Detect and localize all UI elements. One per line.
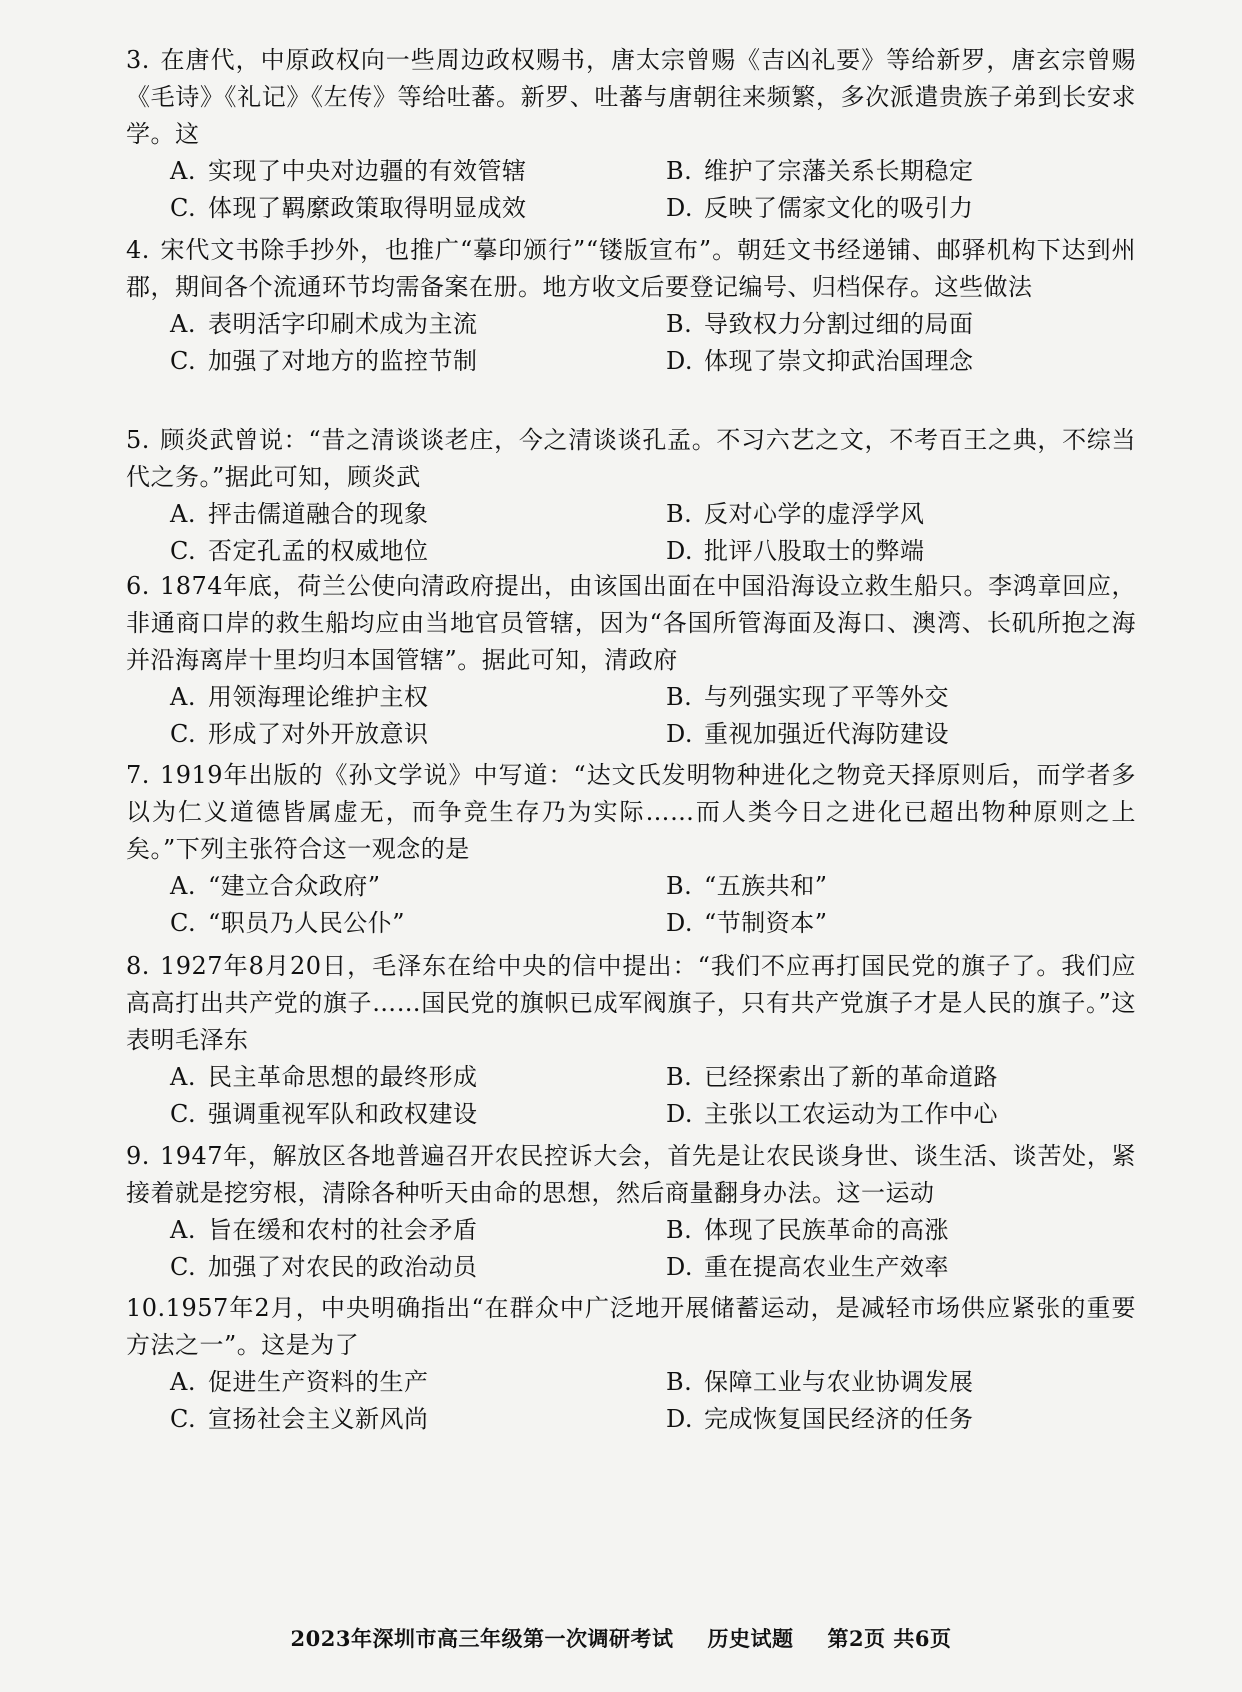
options-grid [126, 679, 1136, 753]
option-a [170, 868, 666, 905]
option-text: 批评八股取士的弊端 [704, 537, 925, 565]
option-c [170, 1249, 666, 1286]
question-text: 在唐代，中原政权向一些周边政权赐书，唐太宗曾赐《吉凶礼要》等给新罗，唐玄宗曾赐《毛诗》《礼记》《左传》等给吐蕃。新罗、吐蕃与唐朝往来频繁，多次派遣贵族子弟到长安求学。这 [126, 46, 1136, 148]
option-letter: C. [170, 347, 197, 375]
option-letter: B. [666, 500, 693, 528]
option-text: 用领海理论维护主权 [208, 683, 429, 711]
question-text: 顾炎武曾说：“昔之清谈谈老庄，今之清谈谈孔孟。不习六艺之文，不考百王之典，不综当代之务。”据此可知，顾炎武 [126, 426, 1136, 491]
option-d [666, 533, 1166, 570]
option-b [666, 153, 1166, 190]
option-d [666, 1096, 1166, 1133]
option-a [170, 153, 666, 190]
option-letter: D. [666, 720, 694, 748]
option-letter: C. [170, 194, 197, 222]
option-b [666, 679, 1166, 716]
option-d [666, 905, 1166, 942]
option-letter: A. [170, 310, 196, 338]
question-5 [126, 422, 1136, 570]
option-a [170, 1364, 666, 1401]
question-number: 4. [126, 236, 150, 264]
question-number: 9. [126, 1142, 150, 1170]
question-stem [126, 568, 1136, 679]
question-text: 1874年底，荷兰公使向清政府提出，由该国出面在中国沿海设立救生船只。李鸿章回应，非通商口岸的救生船均应由当地官员管辖，因为“各国所管海面及海口、澳湾、长矶所抱之海并沿海离岸十里均归本国管辖”。据此可知，清政府 [126, 572, 1136, 674]
option-c [170, 343, 666, 380]
option-text: 体现了羁縻政策取得明显成效 [208, 194, 527, 222]
option-letter: B. [666, 683, 693, 711]
question-10 [126, 1290, 1136, 1438]
option-letter: D. [666, 537, 694, 565]
option-text: 重视加强近代海防建设 [704, 720, 949, 748]
subject-label: 历史试题 [707, 1626, 794, 1651]
question-8 [126, 948, 1136, 1133]
option-letter: B. [666, 872, 693, 900]
option-letter: B. [666, 310, 693, 338]
question-stem [126, 42, 1136, 153]
option-c [170, 716, 666, 753]
option-text: 保障工业与农业协调发展 [704, 1368, 974, 1396]
option-letter: A. [170, 500, 196, 528]
options-grid [126, 153, 1136, 227]
options-grid [126, 1364, 1136, 1438]
option-b [666, 868, 1166, 905]
option-letter: C. [170, 537, 197, 565]
option-c [170, 1096, 666, 1133]
option-text: “节制资本” [704, 909, 828, 937]
question-number: 5. [126, 426, 150, 454]
option-letter: D. [666, 194, 694, 222]
question-stem [126, 422, 1136, 496]
option-text: “建立合众政府” [208, 872, 381, 900]
option-text: 体现了崇文抑武治国理念 [704, 347, 974, 375]
question-number: 10. [126, 1294, 166, 1322]
option-text: 宣扬社会主义新风尚 [208, 1405, 429, 1433]
option-letter: A. [170, 683, 196, 711]
option-letter: B. [666, 1368, 693, 1396]
question-7 [126, 757, 1136, 942]
option-text: 反对心学的虚浮学风 [704, 500, 925, 528]
option-text: “职员乃人民公仆” [208, 909, 406, 937]
option-text: 导致权力分割过细的局面 [704, 310, 974, 338]
option-d [666, 716, 1166, 753]
option-c [170, 190, 666, 227]
option-letter: A. [170, 872, 196, 900]
question-4 [126, 232, 1136, 380]
question-stem [126, 232, 1136, 306]
question-number: 3. [126, 46, 150, 74]
option-letter: A. [170, 1368, 196, 1396]
options-grid [126, 868, 1136, 942]
options-grid [126, 1059, 1136, 1133]
option-text: 体现了民族革命的高涨 [704, 1216, 949, 1244]
question-stem [126, 948, 1136, 1059]
question-6 [126, 568, 1136, 753]
option-text: 主张以工农运动为工作中心 [704, 1100, 998, 1128]
option-text: 抨击儒道融合的现象 [208, 500, 429, 528]
option-b [666, 496, 1166, 533]
option-text: 促进生产资料的生产 [208, 1368, 429, 1396]
option-a [170, 679, 666, 716]
option-d [666, 343, 1166, 380]
option-text: 加强了对地方的监控节制 [208, 347, 478, 375]
option-text: 形成了对外开放意识 [208, 720, 429, 748]
option-text: 否定孔孟的权威地位 [208, 537, 429, 565]
option-text: 反映了儒家文化的吸引力 [704, 194, 974, 222]
question-text: 1957年2月，中央明确指出“在群众中广泛地开展储蓄运动，是减轻市场供应紧张的重要方法之一”。这是为了 [126, 1294, 1136, 1359]
option-letter: D. [666, 1253, 694, 1281]
option-text: 表明活字印刷术成为主流 [208, 310, 478, 338]
question-number: 7. [126, 761, 150, 789]
option-letter: C. [170, 909, 197, 937]
option-text: 已经探索出了新的革命道路 [704, 1063, 998, 1091]
question-text: 宋代文书除手抄外，也推广“摹印颁行”“镂版宣布”。朝廷文书经递铺、邮驿机构下达到州郡，期间各个流通环节均需备案在册。地方收文后要登记编号、归档保存。这些做法 [126, 236, 1136, 301]
option-text: 民主革命思想的最终形成 [208, 1063, 478, 1091]
question-text: 1947年，解放区各地普遍召开农民控诉大会，首先是让农民谈身世、谈生活、谈苦处，紧接着就是挖穷根，清除各种听天由命的思想，然后商量翻身办法。这一运动 [126, 1142, 1136, 1207]
options-grid [126, 306, 1136, 380]
option-b [666, 1059, 1166, 1096]
option-letter: D. [666, 1100, 694, 1128]
option-text: 实现了中央对边疆的有效管辖 [208, 157, 527, 185]
question-stem [126, 757, 1136, 868]
option-text: 旨在缓和农村的社会矛盾 [208, 1216, 478, 1244]
exam-title: 2023年深圳市高三年级第一次调研考试 [290, 1626, 674, 1651]
question-text: 1927年8月20日，毛泽东在给中央的信中提出：“我们不应再打国民党的旗子了。我们应高高打出共产党的旗子……国民党的旗帜已成军阀旗子，只有共产党旗子才是人民的旗子。”这表明毛泽东 [126, 952, 1136, 1054]
page-number: 第2页 共6页 [827, 1626, 952, 1651]
option-d [666, 190, 1166, 227]
option-letter: B. [666, 157, 693, 185]
option-text: 加强了对农民的政治动员 [208, 1253, 478, 1281]
option-letter: C. [170, 1405, 197, 1433]
option-letter: A. [170, 157, 196, 185]
option-a [170, 1212, 666, 1249]
question-text: 1919年出版的《孙文学说》中写道：“达文氏发明物种进化之物竞天择原则后，而学者多以为仁义道德皆属虚无，而争竞生存乃为实际……而人类今日之进化已超出物种原则之上矣。”下列主张符合这一观念的是 [126, 761, 1136, 863]
question-stem [126, 1290, 1136, 1364]
option-a [170, 306, 666, 343]
option-letter: D. [666, 909, 694, 937]
option-c [170, 1401, 666, 1438]
page-footer [0, 1623, 1242, 1653]
option-letter: A. [170, 1216, 196, 1244]
option-c [170, 905, 666, 942]
option-a [170, 496, 666, 533]
question-number: 8. [126, 952, 150, 980]
option-c [170, 533, 666, 570]
option-letter: D. [666, 347, 694, 375]
option-letter: B. [666, 1216, 693, 1244]
option-d [666, 1249, 1166, 1286]
question-9 [126, 1138, 1136, 1286]
option-d [666, 1401, 1166, 1438]
option-text: 重在提高农业生产效率 [704, 1253, 949, 1281]
question-number: 6. [126, 572, 150, 600]
option-b [666, 306, 1166, 343]
options-grid [126, 1212, 1136, 1286]
option-letter: C. [170, 1253, 197, 1281]
option-text: 强调重视军队和政权建设 [208, 1100, 478, 1128]
option-letter: A. [170, 1063, 196, 1091]
options-grid [126, 496, 1136, 570]
option-text: 维护了宗藩关系长期稳定 [704, 157, 974, 185]
option-letter: C. [170, 720, 197, 748]
option-letter: B. [666, 1063, 693, 1091]
question-stem [126, 1138, 1136, 1212]
option-letter: D. [666, 1405, 694, 1433]
option-b [666, 1364, 1166, 1401]
option-text: “五族共和” [704, 872, 828, 900]
option-a [170, 1059, 666, 1096]
option-text: 与列强实现了平等外交 [704, 683, 949, 711]
option-letter: C. [170, 1100, 197, 1128]
question-3 [126, 42, 1136, 227]
option-text: 完成恢复国民经济的任务 [704, 1405, 974, 1433]
option-b [666, 1212, 1166, 1249]
